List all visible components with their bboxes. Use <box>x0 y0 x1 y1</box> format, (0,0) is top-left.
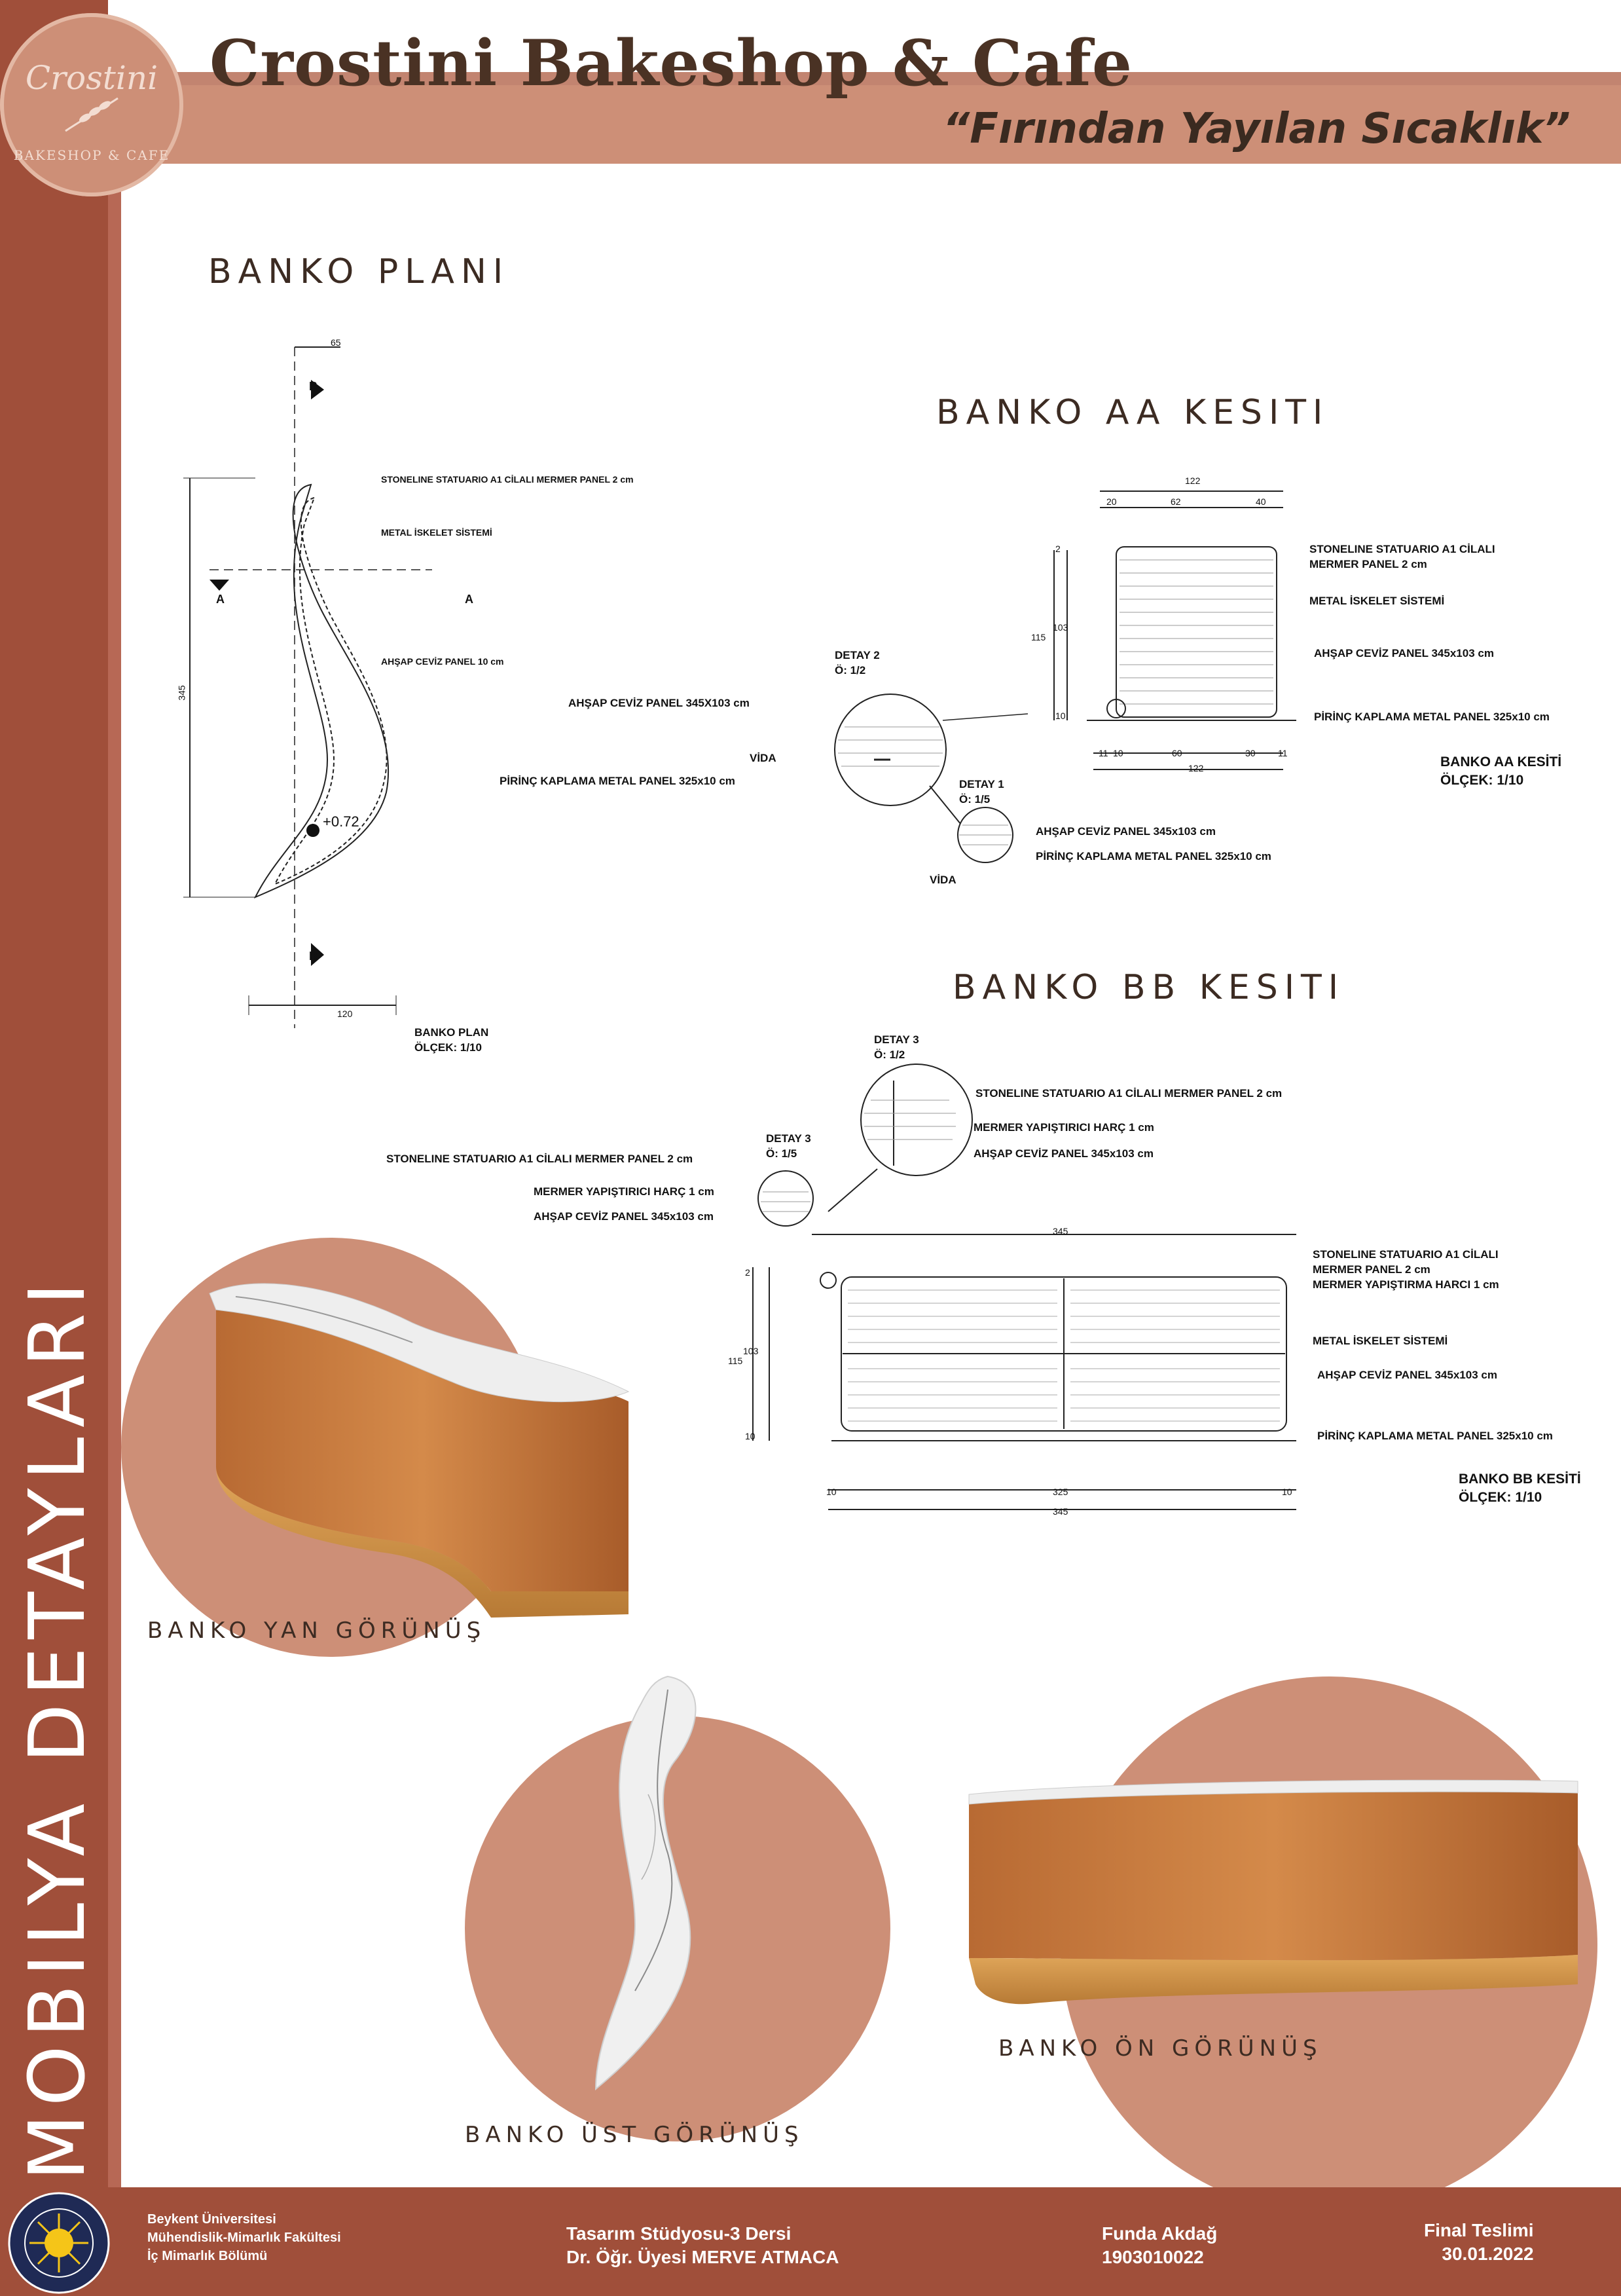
sidebar-vertical-title: MOBILYA DETAYLARI <box>12 1274 102 2181</box>
logo-script: Crostini <box>25 59 158 97</box>
brand-logo <box>0 13 183 196</box>
detail-3-small-title: DETAY 3 Ö: 1/5 <box>766 1132 811 1160</box>
detail-2-title: DETAY 2 Ö: 1/2 <box>835 649 880 676</box>
front-view-render <box>962 1768 1584 2010</box>
section-aa-heading: BANKO AA KESITI <box>936 393 1330 432</box>
plan-dim-bottom: 120 <box>337 1009 353 1019</box>
footer-student: Funda Akdağ 1903010022 <box>1102 2223 1218 2268</box>
aa-dim-bottom-5: 11 <box>1278 748 1288 758</box>
bb-dim-side-2: 103 <box>743 1346 759 1356</box>
aa-dim-bottom-2: 10 <box>1113 748 1123 758</box>
aa-caption: BANKO AA KESİTİ ÖLÇEK: 1/10 <box>1440 754 1562 788</box>
plan-section-b-top: B <box>309 380 318 393</box>
side-view-label: BANKO YAN GÖRÜNÜŞ <box>147 1618 486 1644</box>
top-view-render <box>570 1663 727 2096</box>
footer-university: Beykent Üniversitesi Mühendislik-Mimarlık Fakültesi İç Mimarlık Bölümü <box>147 2212 341 2263</box>
plan-label-marble: STONELINE STATUARIO A1 CİLALI MERMER PANEL 2 cm <box>381 474 634 485</box>
detail-3-small-wood: AHŞAP CEVİZ PANEL 345x103 cm <box>534 1210 714 1223</box>
aa-label-brass: PİRİNÇ KAPLAMA METAL PANEL 325x10 cm <box>1314 711 1550 723</box>
aa-dim-top-1: 20 <box>1106 496 1117 507</box>
aa-dim-bottom-total: 122 <box>1188 763 1204 773</box>
aa-dim-bottom-1: 11 <box>1099 748 1108 758</box>
aa-dim-top-total: 122 <box>1185 475 1201 486</box>
detail-1-drawing <box>943 805 1034 878</box>
bb-label-marble: STONELINE STATUARIO A1 CİLALI MERMER PANEL 2 cm MERMER YAPIŞTIRMA HARCI 1 cm <box>1313 1248 1499 1291</box>
detail-3-large-title: DETAY 3 Ö: 1/2 <box>874 1033 919 1061</box>
plan-label-metal: METAL İSKELET SİSTEMİ <box>381 527 492 538</box>
bb-label-wood: AHŞAP CEVİZ PANEL 345x103 cm <box>1317 1369 1497 1381</box>
aa-dim-top-2: 62 <box>1171 496 1181 507</box>
bb-dim-side-4: 10 <box>745 1431 756 1441</box>
plan-label-wood: AHŞAP CEVİZ PANEL 10 cm <box>381 656 504 667</box>
sidebar-inner-band <box>108 164 121 2207</box>
aa-label-metal: METAL İSKELET SİSTEMİ <box>1309 595 1445 607</box>
detail-1-title: DETAY 1 Ö: 1/5 <box>959 778 1004 805</box>
plan-dim-top: 65 <box>331 337 341 348</box>
aa-dim-side-1: 2 <box>1055 544 1061 554</box>
aa-dim-bottom-3: 60 <box>1172 748 1182 758</box>
detail-2-wood: AHŞAP CEVİZ PANEL 345X103 cm <box>568 697 750 709</box>
detail-2-brass: PİRİNÇ KAPLAMA METAL PANEL 325x10 cm <box>500 775 735 787</box>
bb-dim-side-1: 2 <box>745 1267 750 1278</box>
detail-2-screw: VİDA <box>750 752 776 764</box>
detail-1-brass: PİRİNÇ KAPLAMA METAL PANEL 325x10 cm <box>1036 850 1271 862</box>
aa-dim-side-4: 10 <box>1055 711 1066 721</box>
aa-dim-top-3: 40 <box>1256 496 1266 507</box>
front-view-label: BANKO ÖN GÖRÜNÜŞ <box>998 2035 1322 2062</box>
aa-dim-side-3: 115 <box>1031 632 1046 642</box>
logo-ring-text: BAKESHOP & CAFE <box>13 147 170 163</box>
bb-dim-bottom-total: 345 <box>1053 1506 1068 1517</box>
plan-section-a-left: A <box>216 593 225 606</box>
detail-3-small-marble: STONELINE STATUARIO A1 CİLALI MERMER PANEL 2 cm <box>386 1153 693 1165</box>
bb-dim-bottom-3: 10 <box>1282 1487 1292 1497</box>
plan-section-a-right: A <box>465 593 473 606</box>
bb-dim-bottom-1: 10 <box>826 1487 837 1497</box>
wheat-icon <box>59 92 124 138</box>
aa-label-marble: STONELINE STATUARIO A1 CİLALI MERMER PANEL 2 cm <box>1309 543 1495 570</box>
aa-label-wood: AHŞAP CEVİZ PANEL 345x103 cm <box>1314 647 1494 659</box>
bb-label-brass: PİRİNÇ KAPLAMA METAL PANEL 325x10 cm <box>1317 1430 1553 1442</box>
plan-dim-side: 345 <box>176 685 187 701</box>
aa-dim-side-2: 103 <box>1053 622 1068 633</box>
plan-level: +0.72 <box>323 813 359 830</box>
plan-caption: BANKO PLAN ÖLÇEK: 1/10 <box>414 1026 489 1054</box>
page-slogan: “Fırından Yayılan Sıcaklık” <box>943 105 1571 153</box>
detail-3-small-adhesive: MERMER YAPIŞTIRICI HARÇ 1 cm <box>534 1185 714 1198</box>
bb-dim-top: 345 <box>1053 1226 1068 1236</box>
detail-3-small-drawing <box>753 1166 825 1238</box>
bb-label-metal: METAL İSKELET SİSTEMİ <box>1313 1335 1448 1347</box>
footer-submission: Final Teslimi 30.01.2022 <box>1424 2220 1534 2265</box>
university-seal-icon <box>7 2191 111 2295</box>
bb-dim-bottom-2: 325 <box>1053 1487 1068 1497</box>
bb-dim-side-3: 115 <box>728 1356 743 1366</box>
plan-drawing <box>170 334 432 1041</box>
footer-course: Tasarım Stüdyosu-3 Dersi Dr. Öğr. Üyesi MERVE ATMACA <box>566 2223 839 2268</box>
aa-dim-bottom-4: 30 <box>1245 748 1256 758</box>
detail-1-screw: VİDA <box>930 874 956 886</box>
bb-caption: BANKO BB KESİTİ ÖLÇEK: 1/10 <box>1459 1472 1581 1506</box>
side-view-render <box>196 1251 642 1631</box>
detail-3-large-wood: AHŞAP CEVİZ PANEL 345x103 cm <box>974 1147 1154 1160</box>
detail-3-large-adhesive: MERMER YAPIŞTIRICI HARÇ 1 cm <box>974 1121 1154 1134</box>
plan-heading: BANKO PLANI <box>208 252 510 291</box>
detail-1-wood: AHŞAP CEVİZ PANEL 345x103 cm <box>1036 825 1216 838</box>
page-title: Crostini Bakeshop & Cafe <box>209 26 1133 100</box>
plan-section-b-bottom: B <box>309 950 318 963</box>
detail-3-large-marble: STONELINE STATUARIO A1 CİLALI MERMER PANEL 2 cm <box>975 1087 1283 1100</box>
section-bb-heading: BANKO BB KESITI <box>953 968 1345 1007</box>
top-view-label: BANKO ÜST GÖRÜNÜŞ <box>465 2122 804 2148</box>
